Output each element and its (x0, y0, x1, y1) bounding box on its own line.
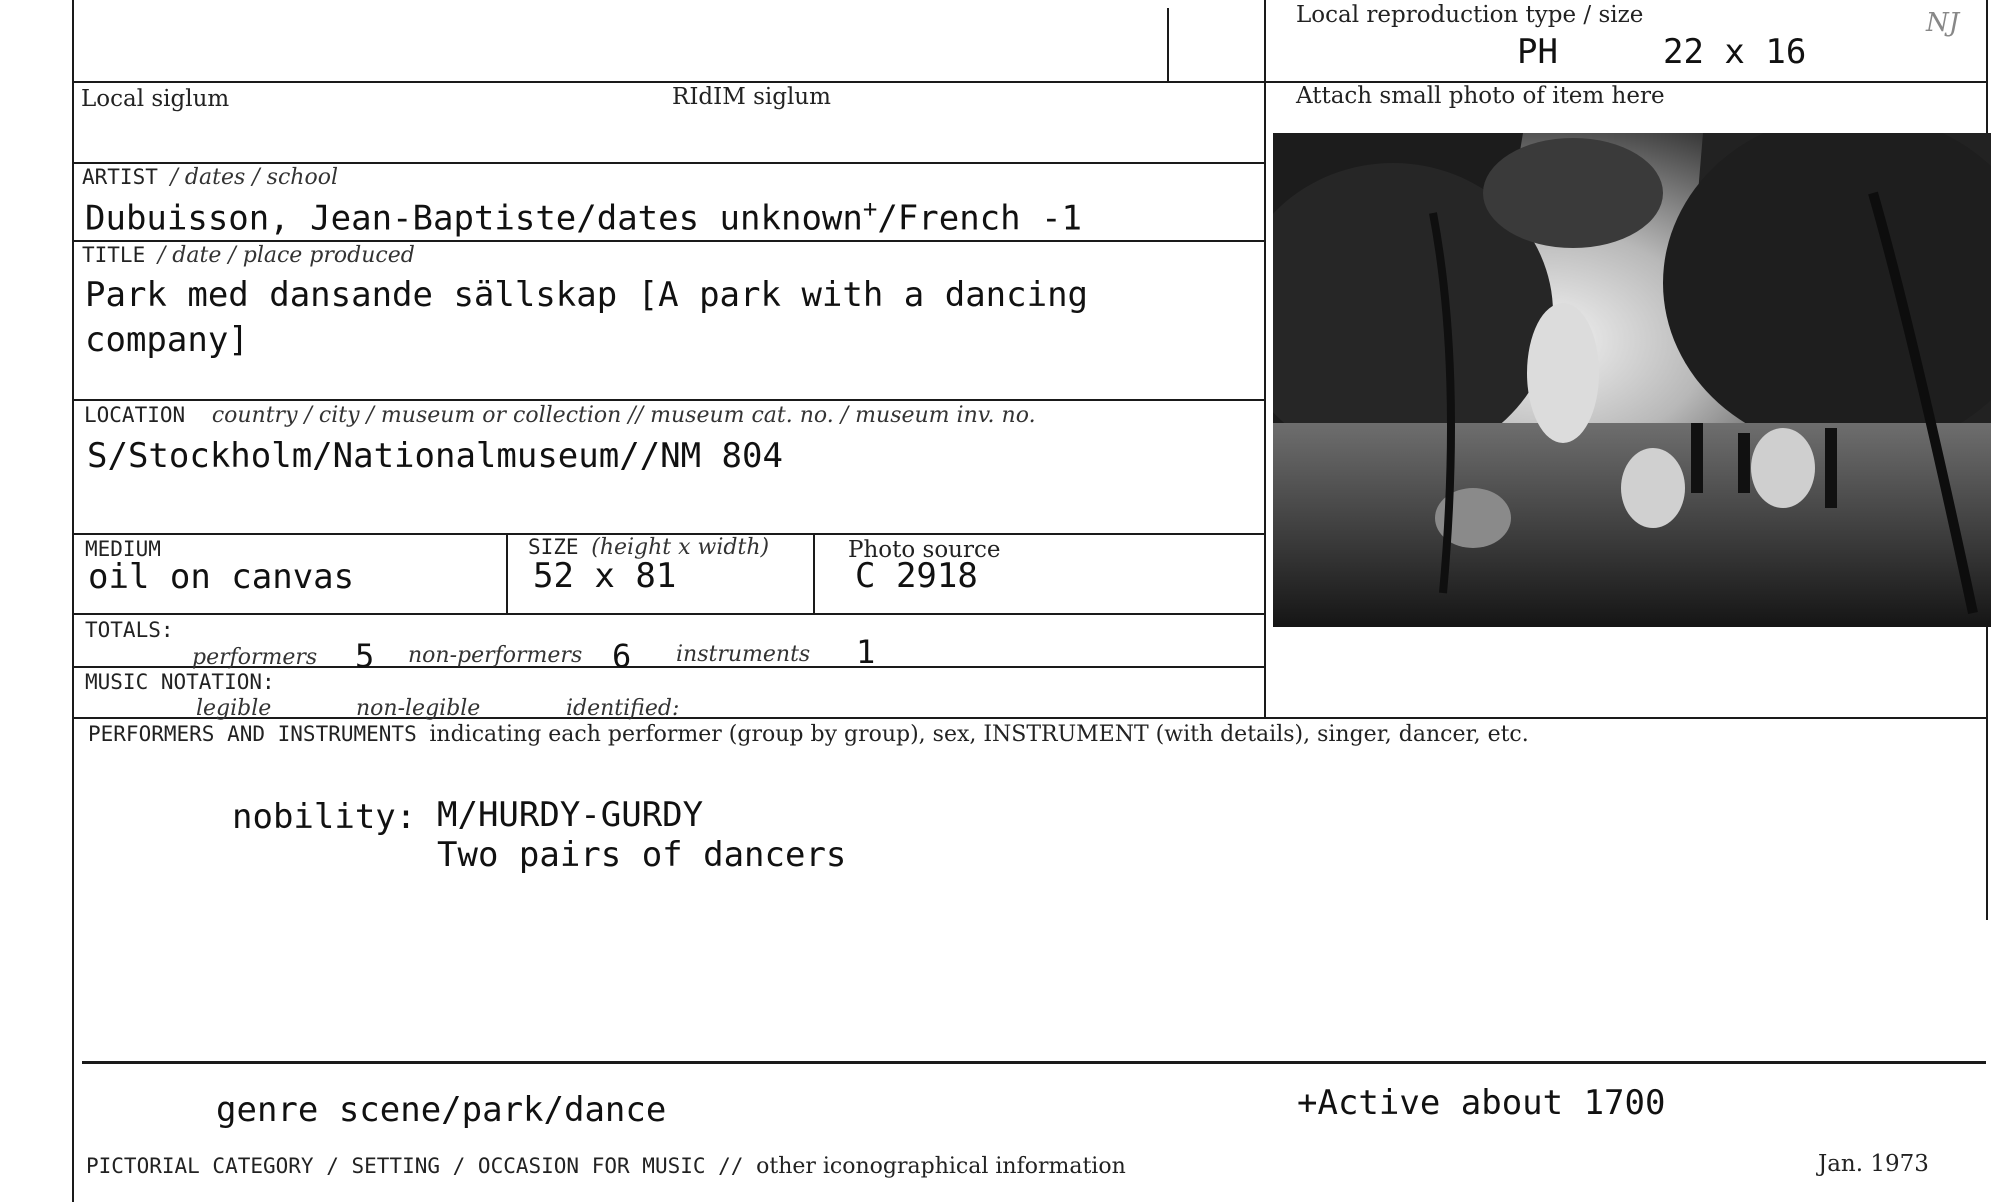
performers-section-label (88, 722, 1529, 747)
artist-value (85, 195, 1082, 238)
size-label-rest: (height x width) (591, 535, 770, 560)
category-label (86, 1154, 1126, 1179)
top-divider (1167, 8, 1169, 82)
vertical-divider (1264, 0, 1266, 718)
nonperformers-label: non-performers (408, 643, 583, 668)
category-date: Jan. 1973 (1818, 1151, 1929, 1177)
title-line-1: Park med dansande sällskap [A park with a dancing (85, 275, 1089, 315)
category-label-rest: other iconographical information (756, 1154, 1126, 1179)
performers-line-1-prefix: nobility: (232, 797, 417, 837)
corner-mark: NJ (1926, 8, 1960, 38)
performers-count: 5 (355, 637, 375, 675)
local-siglum-label: Local siglum (81, 86, 230, 112)
location-label-rest: country / city / museum or collection // museum cat. no. / museum inv. no. (211, 403, 1036, 428)
notation-legible: legible (196, 696, 272, 721)
notation-nonlegible: non-legible (356, 696, 481, 721)
reproduction-label: Local reproduction type / size (1296, 2, 1644, 28)
title-line-2: company] (85, 320, 249, 360)
card-left-border (72, 0, 74, 1202)
photo-label: Attach small photo of item here (1296, 83, 1665, 109)
performers-line-1: M/HURDY-GURDY (437, 795, 704, 835)
rule-3 (72, 240, 1264, 242)
title-label (82, 243, 415, 268)
location-value: S/Stockholm/Nationalmuseum//NM 804 (87, 436, 783, 476)
category-value: genre scene/park/dance (216, 1090, 667, 1130)
photo-source-value: C 2918 (855, 556, 978, 596)
artist-label (82, 165, 338, 190)
medium-label: MEDIUM (85, 537, 161, 561)
location-label-main: LOCATION (84, 403, 186, 427)
size-value: 52 x 81 (533, 556, 677, 596)
title-label-main: TITLE (82, 243, 146, 267)
artist-label-rest: / dates / school (170, 165, 338, 190)
rule-2 (72, 162, 1264, 164)
category-label-main: PICTORIAL CATEGORY / SETTING / OCCASION FOR MUSIC // (86, 1154, 744, 1178)
performers-section-label-rest: indicating each performer (group by group), sex, INSTRUMENT (with details), singer, dancer, etc. (429, 722, 1529, 747)
rule-6 (72, 613, 1264, 615)
category-note: +Active about 1700 (1297, 1083, 1666, 1123)
performers-label: performers (192, 645, 318, 670)
artwork-photo (1273, 133, 1991, 627)
reproduction-type: PH (1517, 32, 1558, 72)
photo-source-label: Photo source (848, 537, 1001, 563)
notation-label: MUSIC NOTATION: (85, 670, 275, 694)
notation-identified: identified: (566, 696, 680, 721)
title-label-rest: / date / place produced (157, 243, 415, 268)
totals-label: TOTALS: (85, 618, 174, 642)
artist-sup: + (862, 195, 878, 223)
size-label-main: SIZE (528, 535, 579, 559)
reproduction-size: 22 x 16 (1663, 32, 1807, 72)
rule-4 (72, 399, 1264, 401)
rule-1 (72, 81, 1988, 83)
medium-divider (506, 533, 508, 613)
artist-name: Dubuisson, Jean-Baptiste/dates unknown (85, 198, 863, 239)
location-label (84, 403, 1036, 428)
instruments-label: instruments (676, 642, 811, 667)
artist-label-main: ARTIST (82, 165, 158, 189)
performers-section-label-main: PERFORMERS AND INSTRUMENTS (88, 722, 417, 746)
category-rule (82, 1061, 1986, 1064)
artist-value-end: /French -1 (877, 198, 1083, 239)
size-divider (813, 533, 815, 613)
nonperformers-count: 6 (612, 637, 632, 675)
ridim-siglum-label: RIdIM siglum (672, 84, 831, 110)
instruments-count: 1 (856, 633, 876, 671)
performers-line-2: Two pairs of dancers (437, 835, 847, 875)
medium-value: oil on canvas (88, 557, 355, 597)
